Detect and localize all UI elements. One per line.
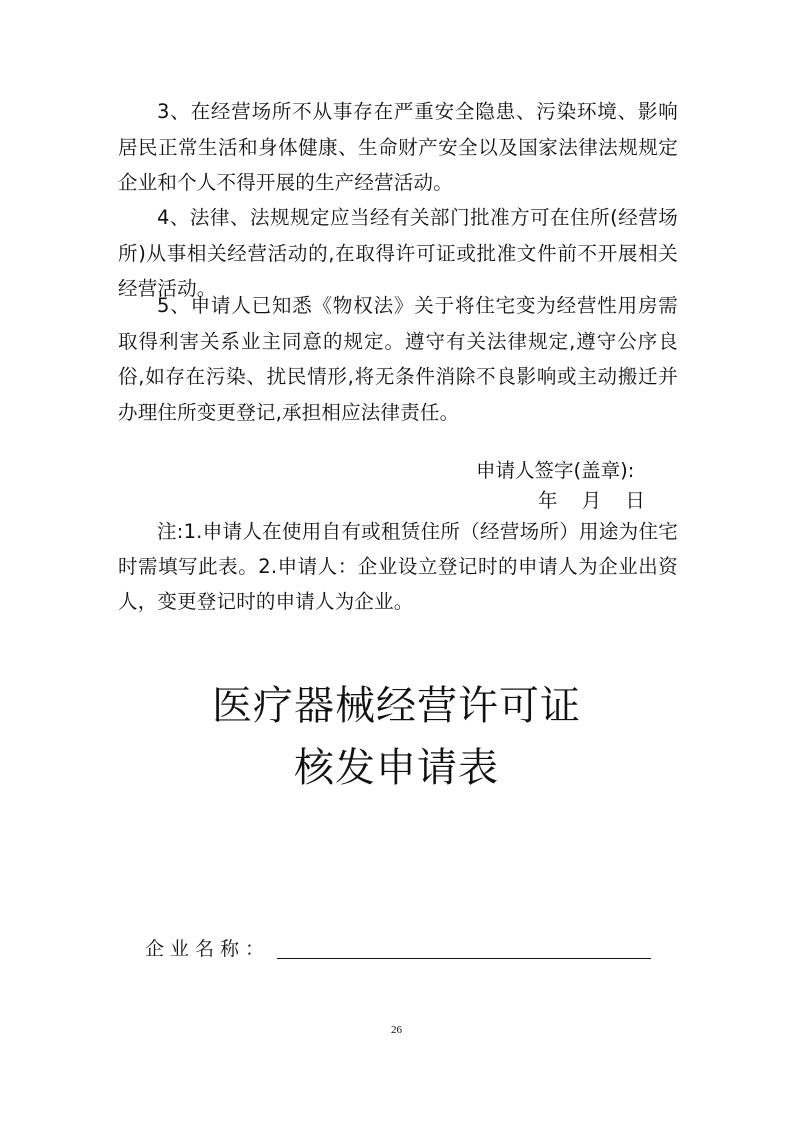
form-title-line-1: 医疗器械经营许可证 [212, 683, 581, 729]
applicant-signature-label: 申请人签字(盖章): [476, 459, 635, 482]
company-name-label: 企业名称： [145, 938, 271, 960]
company-name-field[interactable] [277, 958, 651, 959]
page-number: 26 [391, 1024, 402, 1036]
paragraph-item-5: 5、申请人已知悉《物权法》关于将住宅变为经营性用房需取得利害关系业主同意的规定。遵守有关法律规定,遵守公序良俗,如存在污染、扰民情形,将无条件消除不良影响或主动搬迁并办理住所变更登记,承担相应法律责任。 [118, 294, 678, 424]
paragraph-item-4: 4、法律、法规规定应当经有关部门批准方可在住所(经营场所)从事相关经营活动的,在取得许可证或批准文件前不开展相关经营活动。 [118, 206, 678, 300]
signature-date-line: 年 月 日 [538, 489, 645, 512]
paragraph-item-3: 3、在经营场所不从事存在严重安全隐患、污染环境、影响居民正常生活和身体健康、生命财产安全以及国家法律法规规定企业和个人不得开展的生产经营活动。 [118, 100, 678, 194]
form-title-line-2: 核发申请表 [294, 745, 499, 791]
note-paragraph: 注:1.申请人在使用自有或租赁住所（经营场所）用途为住宅时需填写此表。2.申请人：企业设立登记时的申请人为企业出资人，变更登记时的申请人为企业。 [118, 520, 678, 613]
